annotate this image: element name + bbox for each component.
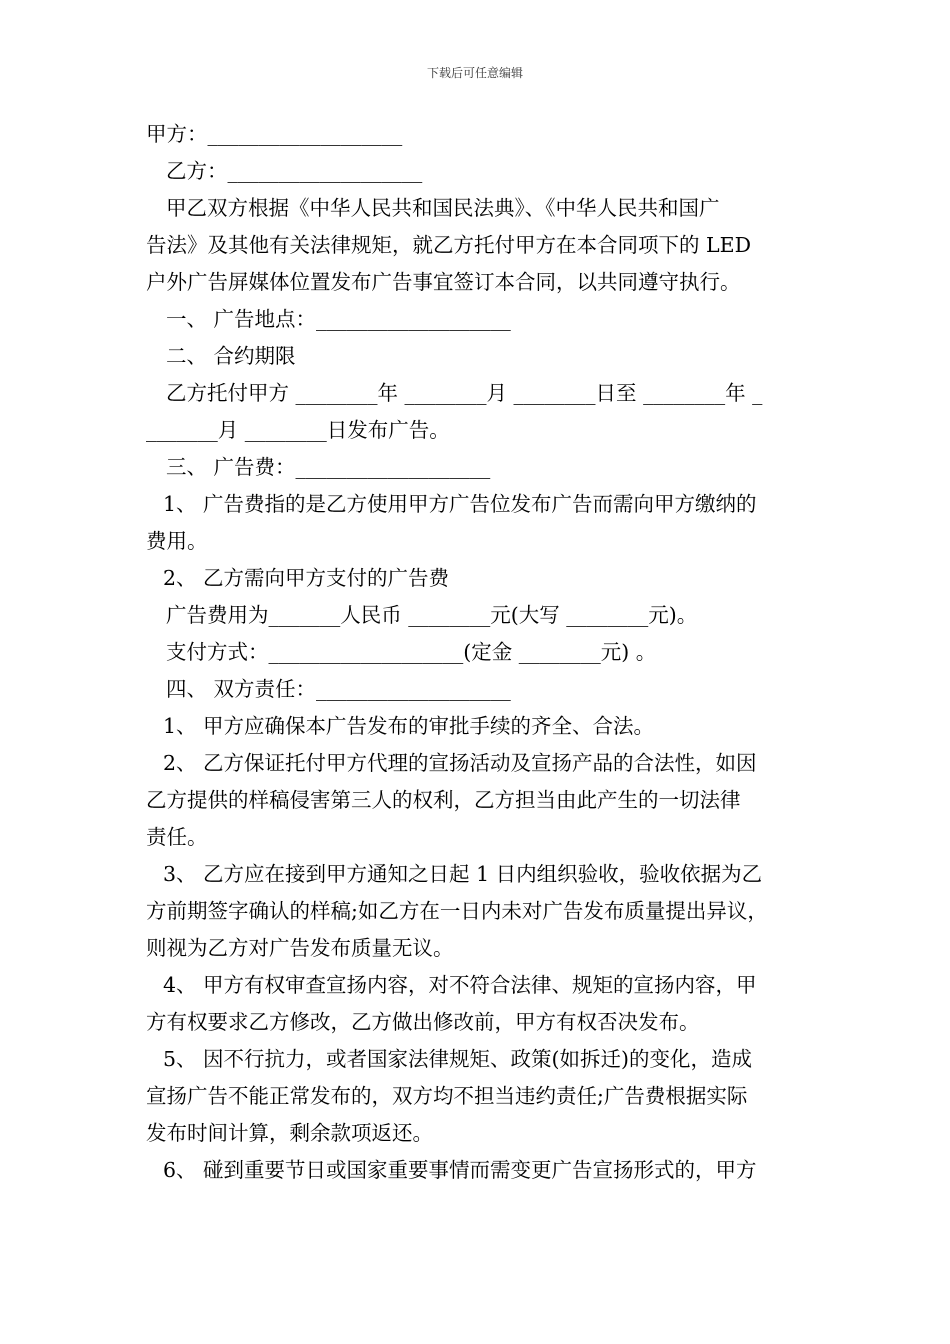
- page-header: 下载后可任意编辑: [426, 66, 523, 80]
- fee-amount-line: 广告费用为_______人民币 ________元(大写 ________元)。: [166, 603, 698, 627]
- resp-item-3-line-3: 则视为乙方对广告发布质量无议。: [146, 936, 454, 960]
- resp-item-4-line-1: 4、 甲方有权审查宣扬内容，对不符合法律、规矩的宣扬内容，甲: [163, 973, 757, 997]
- payment-method-line: 支付方式：___________________(定金 ________元) 。: [166, 640, 657, 664]
- resp-item-3-line-2: 方前期签字确认的样稿;如乙方在一日内未对广告发布质量提出异议，: [146, 899, 768, 923]
- fee-item-1-line-1: 1、 广告费指的是乙方使用甲方广告位发布广告而需向甲方缴纳的: [163, 492, 757, 516]
- fee-item-2: 2、 乙方需向甲方支付的广告费: [163, 566, 450, 590]
- party-a-line: 甲方：___________________: [146, 122, 403, 146]
- resp-item-1: 1、 甲方应确保本广告发布的审批手续的齐全、合法。: [163, 714, 655, 738]
- resp-item-4-line-2: 方有权要求乙方修改，乙方做出修改前，甲方有权否决发布。: [146, 1010, 700, 1034]
- party-b-line: 乙方：___________________: [166, 159, 423, 183]
- section-1-location: 一、 广告地点：___________________: [166, 307, 511, 331]
- fee-item-1-line-2: 费用。: [146, 529, 208, 553]
- resp-item-2-line-2: 乙方提供的样稿侵害第三人的权利，乙方担当由此产生的一切法律: [146, 788, 741, 812]
- term-line-2: _______月 ________日发布广告。: [146, 418, 450, 442]
- resp-item-2-line-3: 责任。: [146, 825, 208, 849]
- resp-item-3-line-1: 3、 乙方应在接到甲方通知之日起 1 日内组织验收，验收依据为乙: [163, 862, 763, 886]
- section-3-fee: 三、 广告费：___________________: [166, 455, 491, 479]
- term-line-1: 乙方托付甲方 ________年 ________月 ________日至 ________年 _: [166, 381, 763, 405]
- section-4-responsibilities: 四、 双方责任：___________________: [166, 677, 511, 701]
- intro-line-3: 户外广告屏媒体位置发布广告事宜签订本合同，以共同遵守执行。: [146, 270, 741, 294]
- resp-item-5-line-1: 5、 因不行抗力，或者国家法律规矩、政策(如拆迁)的变化，造成: [163, 1047, 753, 1071]
- resp-item-5-line-3: 发布时间计算，剩余款项返还。: [146, 1121, 433, 1145]
- resp-item-6-line-1: 6、 碰到重要节日或国家重要事情而需变更广告宣扬形式的，甲方: [163, 1158, 757, 1182]
- section-2-term: 二、 合约期限: [166, 344, 296, 368]
- intro-line-1: 甲乙双方根据《中华人民共和国民法典》、《中华人民共和国广: [166, 196, 720, 220]
- resp-item-5-line-2: 宣扬广告不能正常发布的，双方均不担当违约责任;广告费根据实际: [146, 1084, 748, 1108]
- intro-line-2: 告法》及其他有关法律规矩，就乙方托付甲方在本合同项下的 LED: [146, 233, 752, 257]
- contract-body: [146, 116, 811, 1189]
- resp-item-2-line-1: 2、 乙方保证托付甲方代理的宣扬活动及宣扬产品的合法性，如因: [163, 751, 757, 775]
